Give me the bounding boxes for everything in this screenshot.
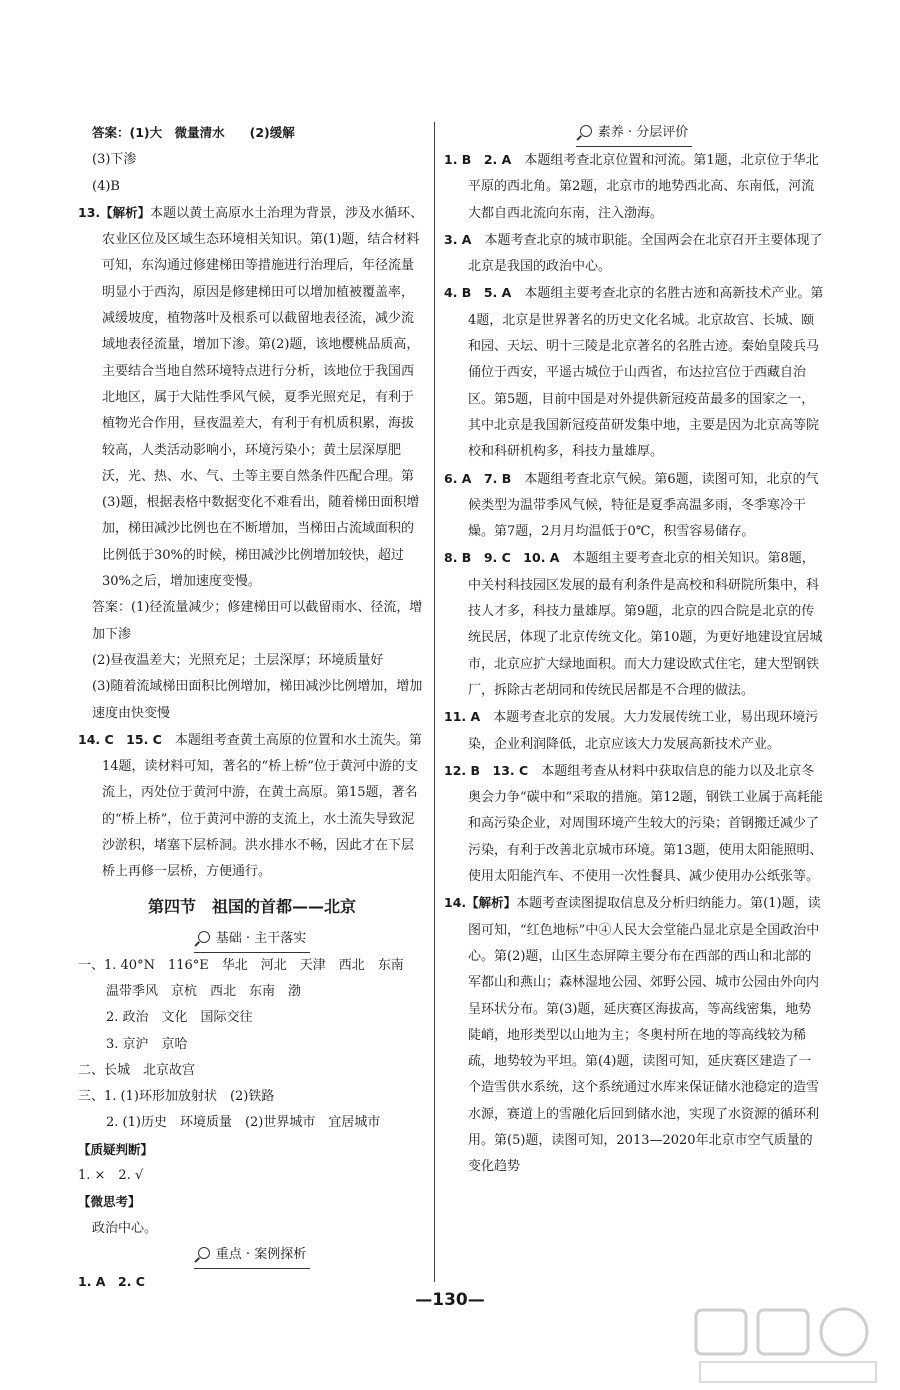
watermark-logo — [692, 1306, 882, 1386]
page-number: —130— — [415, 1290, 485, 1310]
think-answer: 政治中心。 — [92, 1220, 158, 1236]
subsection-heading-basic: 基础 · 主干落实 — [78, 926, 426, 953]
question-4-5: 4. B 5. A 本题组主要考查北京的名胜古迹和高新技术产业。第4题，北京是世界著名的历史文化名城。北京故宫、长城、颐和园、天坛、明十三陵是北京著名的名胜古迹。秦始皇陵兵马俑位于西安，平遥古城位于山西省，布达拉宫位于西藏自治区。第5题，目前中国是对外提供新冠疫苗最多的国家之一，其中北京是我国新冠疫苗研发集中地，主要是因为北京高等院校和科研机构多，科技力量雄厚。 — [444, 285, 824, 460]
question-13: 13.【解析】本题以黄土高原水土治理为背景，涉及水循环、农业区位及区域生态环境相关知识。第(1)题，结合材料可知，东沟通过修建梯田等措施进行治理后，年径流量明显小于西沟，原因是修建梯田可以增加植被覆盖率，减缓坡度，植物落叶及根系可以截留地表径流，减少流域地表径流量，增加下渗。第(2)题，该地樱桃品质高，主要结合当地自然环境特点进行分析，该地位于我国西北地区，属于大陆性季风气候，夏季光照充足，有利于植物光合作用，昼夜温差大，有利于有机质积累，海拔较高，人类活动影响小，环境污染小；黄土层深厚肥沃，光、热、水、气、土等主要自然条件匹配合理。第(3)题，根据表格中数据变化不难看出，随着梯田面积增加，梯田减沙比例也在不断增加，当梯田占流域面积的比例低于30%的时候，梯田减沙比例增加较快，超过30%之后，增加速度变慢。 — [78, 204, 424, 590]
judge-answer: 1. × 2. √ — [78, 1167, 144, 1183]
case-answer: 1. A 2. C — [78, 1273, 145, 1289]
question-11: 11. A 本题考查北京的发展。大力发展传统工业，易出现环境污染，企业利润降低，北京应该大力发展高新技术产业。 — [444, 709, 819, 752]
magnifier-icon — [198, 931, 210, 943]
answer-13-2: (2)昼夜温差大；光照充足；土层深厚；环境质量好 — [92, 652, 384, 668]
question-14: 14.【解析】本题考查读图提取信息及分析归纳能力。第(1)题，读图可知，“红色地标”中④人民大会堂能凸显北京是全国政治中心。第(2)题，山区生态屏障主要分布在西部的西山和北部的军都山和燕山；森林湿地公园、郊野公园、城市公园由外向内呈环状分布。第(3)题，延庆赛区海拔高，等高线密集，地势陡峭，地形类型以山地为主；冬奥村所在地的等高线较为稀疏，地势较为平坦。第(4)题，读图可知，延庆赛区建造了一个造雪供水系统，这个系统通过水库来保证储水池稳定的造雪水源，赛道上的雪融化后回到储水池，实现了水资源的循环利用。第(5)题，读图可知，2013—2020年北京市空气质量的变化趋势 — [444, 895, 821, 1175]
left-column — [78, 120, 426, 1295]
magnifier-icon — [198, 1247, 210, 1259]
question-12-13: 12. B 13. C 本题组考查从材料中获取信息的能力以及北京冬奥会力争“碳中和”采取的措施。第12题，钢铁工业属于高耗能和高污染企业，对周围环境产生较大的污染；首钢搬迁减少了污染，有利于改善北京城市环境。第13题，使用太阳能照明、使用太阳能汽车、不使用一次性餐具、减少使用办公纸张等。 — [444, 762, 823, 885]
answer-13-1: 答案：(1)径流量减少；修建梯田可以截留雨水、径流，增加下渗 — [92, 600, 423, 642]
fill-answer: 2. (1)历史 环境质量 (2)世界城市 宜居城市 — [106, 1115, 381, 1131]
judge-heading: 【质疑判断】 — [78, 1141, 154, 1157]
fill-answer: 三、1. (1)环形加放射状 (2)铁路 — [78, 1089, 275, 1105]
subsection-heading-case: 重点 · 案例探析 — [78, 1242, 426, 1269]
answer-13-3: (3)随着流域梯田面积比例增加，梯田减沙比例增加，增加速度由快变慢 — [92, 679, 423, 721]
think-heading: 【微思考】 — [78, 1194, 141, 1210]
question-14-15: 14. C 15. C 本题组考查黄土高原的位置和水土流失。第14题，读材料可知，著名的“桥上桥”位于黄河中游的支流上，丙处位于黄河中游，在黄土高原。第15题，著名的“桥上桥”，位于黄河中游的支流上，水土流失导致泥沙淤积，堵塞下层桥洞。洪水排水不畅，因此才在下层桥上再修一层桥，方便通行。 — [78, 731, 422, 880]
magnifier-icon — [580, 125, 592, 137]
section-title: 第四节 祖国的首都——北京 — [147, 896, 356, 916]
column-divider — [434, 122, 435, 1282]
question-8-10: 8. B 9. C 10. A 本题组主要考查北京的相关知识。第8题，中关村科技园区发展的最有利条件是高校和科研院所集中，科技人才多，科技力量雄厚。第9题，北京的四合院是北京的传统民居，体现了北京传统文化。第10题，为更好地建设宜居城市，北京应扩大绿地面积。而大力建设欧式住宅，建大型钢铁厂，拆除古老胡同和传统民居都是不合理的做法。 — [444, 550, 823, 698]
fill-answer: 二、长城 北京故宫 — [78, 1062, 196, 1078]
question-6-7: 6. A 7. B 本题组考查北京气候。第6题，读图可知，北京的气候类型为温带季风气候，特征是夏季高温多雨，冬季寒冷干燥。第7题，2月月均温低于0℃，积雪容易储存。 — [444, 470, 819, 540]
answer-line: (3)下渗 — [92, 152, 137, 168]
right-column — [444, 120, 824, 1181]
answer-line: (4)B — [92, 178, 120, 194]
fill-answer: 温带季风 京杭 西北 东南 渤 — [106, 983, 302, 999]
fill-answer: 一、1. 40°N 116°E 华北 河北 天津 西北 东南 — [78, 957, 404, 973]
fill-answer: 2. 政治 文化 国际交往 — [106, 1010, 253, 1026]
fill-answer: 3. 京沪 京哈 — [106, 1036, 188, 1052]
answer-line: 答案：(1)大 微量清水 (2)缓解 — [92, 125, 295, 140]
question-1-2: 1. B 2. A 本题组考查北京位置和河流。第1题，北京位于华北平原的西北角。第2题，北京市的地势西北高、东南低，河流大都自西北流向东南，注入渤海。 — [444, 152, 819, 221]
question-3: 3. A 本题考查北京的城市职能。全国两会在北京召开主要体现了北京是我国的政治中心。 — [444, 231, 823, 275]
subsection-heading-eval: 素养 · 分层评价 — [444, 120, 824, 147]
